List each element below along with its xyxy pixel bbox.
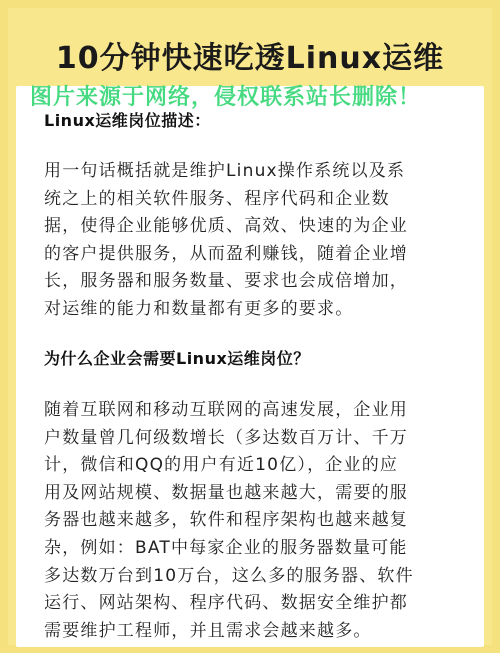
section-heading-job-description: Linux运维岗位描述：	[44, 111, 211, 130]
watermark-text: 图片来源于网络，侵权联系站长删除！	[30, 85, 422, 110]
paragraph-line: 务器也越来越多，软件和程序架构也越来越复	[44, 510, 408, 531]
paragraph-line: 用一句话概括就是维护Linux操作系统以及系	[44, 161, 406, 181]
paragraph-line: 长，服务器和服务数量、要求也会成倍增加，	[44, 271, 408, 292]
paragraph-line: 对运维的能力和数量都有更多的要求。	[44, 298, 354, 319]
paragraph-line: 运行、网站架构、程序代码、数据安全维护都	[44, 593, 408, 614]
paragraph-line: 计，微信和QQ的用户有近10亿），企业的应	[44, 455, 399, 476]
paragraph-line: 据，使得企业能够优质、高效、快速的为企业	[44, 216, 408, 237]
paragraph-line: 统之上的相关软件服务、程序代码和企业数	[44, 188, 390, 209]
paragraph-line: 随着互联网和移动互联网的高速发展，企业用	[44, 400, 408, 420]
paragraph-line: 用及网站规模、数据量也越来越大，需要的服	[44, 482, 408, 503]
page-title: 10分钟快速吃透Linux运维	[55, 41, 445, 76]
paragraph-line: 户数量曾几何级数增长（多达数百万计、千万	[44, 427, 408, 448]
paragraph-line: 多达数万台到10万台，这么多的服务器、软件	[44, 565, 414, 586]
section-body-why-needed	[44, 397, 464, 645]
section-body-job-description	[44, 158, 464, 324]
paragraph-line: 需要维护工程师，并且需求会越来越多。	[44, 620, 372, 641]
section-heading-why-needed: 为什么企业会需要Linux运维岗位？	[44, 349, 310, 368]
paragraph-line: 杂，例如：BAT中每家企业的服务器数量可能	[44, 537, 408, 558]
paragraph-line: 的客户提供服务，从而盈利赚钱，随着企业增	[44, 243, 408, 264]
